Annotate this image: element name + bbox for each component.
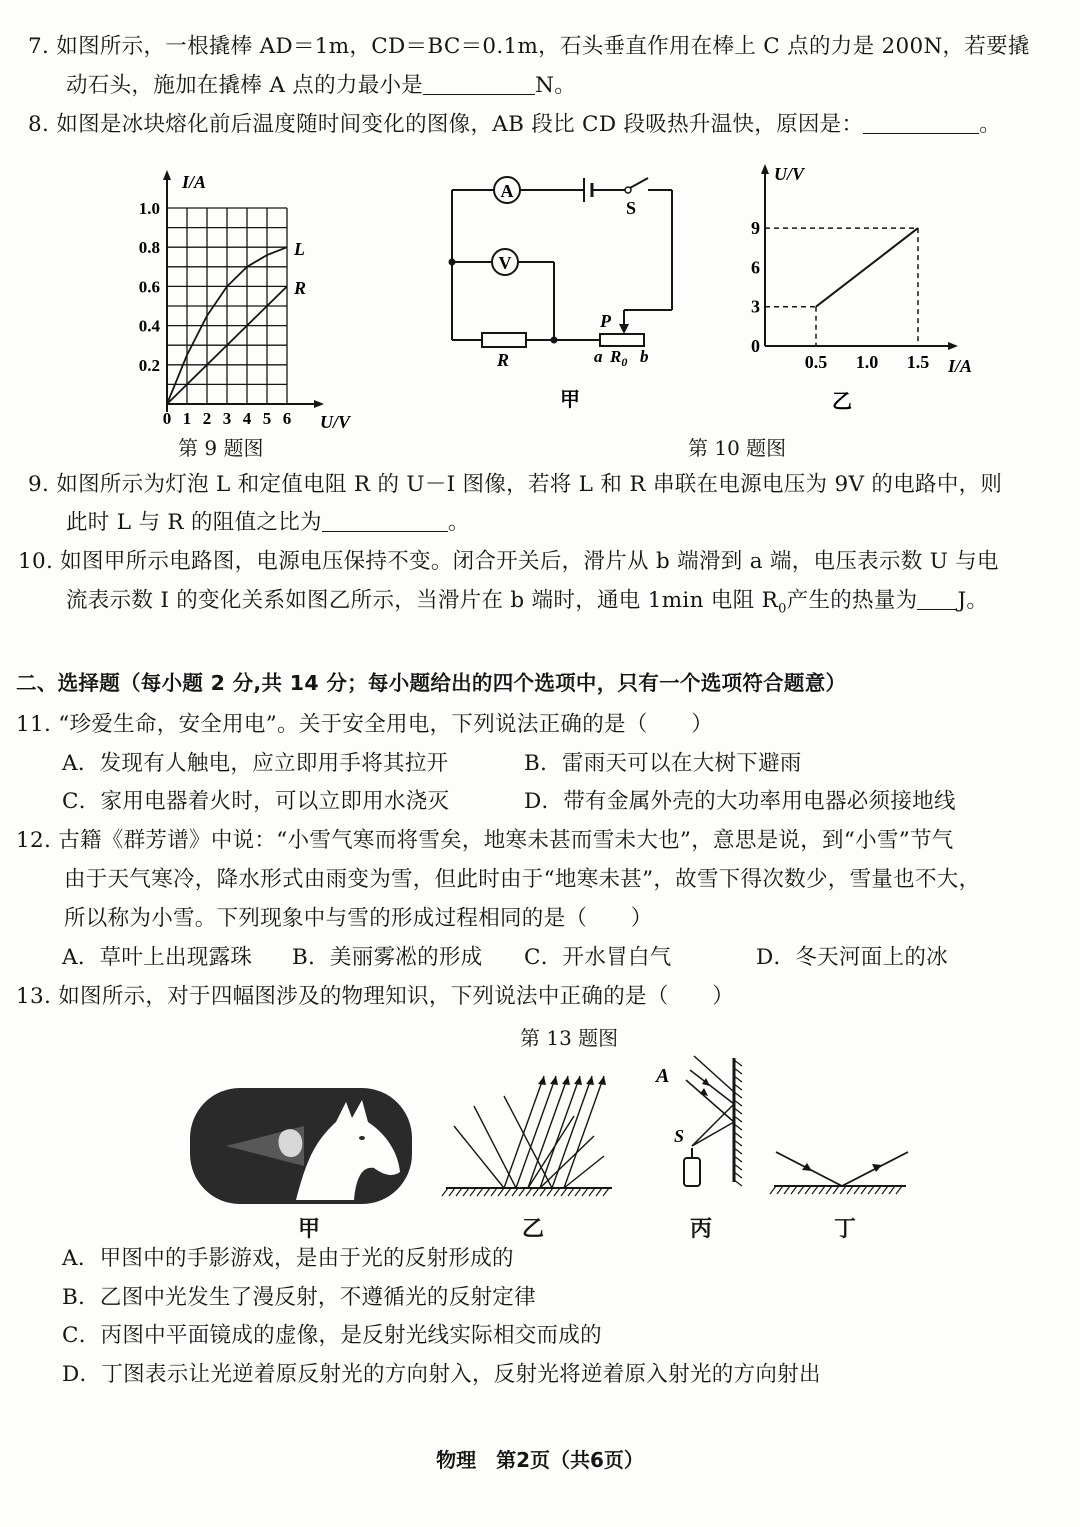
q11-number: 11.	[16, 712, 52, 737]
hatch-mark	[491, 1188, 497, 1196]
q12-option-d[interactable]: D．冬天河面上的冰	[756, 945, 948, 970]
hatch-mark	[554, 1188, 560, 1196]
hatch-mark	[603, 1188, 609, 1196]
q10-line1	[18, 547, 999, 577]
fig9-x-label: U/V	[320, 412, 351, 432]
rough-surface-hatch	[442, 1188, 609, 1196]
hatch-mark	[547, 1188, 553, 1196]
fig9-graph	[130, 168, 351, 432]
reflected-arrow	[872, 1164, 882, 1172]
fig9-R-label: R	[294, 278, 307, 298]
q11-stem-line	[16, 710, 713, 740]
q13-label-jia: 甲	[298, 1217, 321, 1242]
hatch-mark	[805, 1186, 811, 1194]
ray-arrowhead	[538, 1076, 546, 1085]
q13-fig-jia	[186, 1082, 416, 1212]
hatch-mark	[596, 1188, 602, 1196]
q12-line1	[16, 826, 954, 856]
fig10b-x-tick: 0.5	[804, 352, 828, 372]
page-footer: 物理 第2页（共6页）	[436, 1448, 644, 1472]
hatch-mark	[770, 1186, 776, 1194]
q13-option-b[interactable]: B．乙图中光发生了漫反射，不遵循光的反射定律	[62, 1285, 536, 1310]
ray-arrowhead	[562, 1076, 570, 1085]
hatch-mark	[505, 1188, 511, 1196]
hatch-mark	[798, 1186, 804, 1194]
q7-number: 7.	[28, 34, 50, 59]
q13-number: 13.	[16, 984, 52, 1009]
hatch-mark	[498, 1188, 504, 1196]
fig9-L-label: L	[294, 239, 305, 259]
fig-bing-A-label: A	[656, 1065, 670, 1087]
q13-label-bing: 丙	[690, 1217, 713, 1242]
q10-text-1: 如图甲所示电路图，电源电压保持不变。闭合开关后，滑片从 b 端滑到 a 端，电压表示数 U 与电	[60, 549, 999, 574]
q10-answer-blank[interactable]	[917, 587, 957, 610]
q13-option-c[interactable]: C．丙图中平面镜成的虚像，是反射光线实际相交而成的	[62, 1323, 602, 1348]
fig9-y-tick: 0.8	[138, 238, 160, 258]
fig9-y-tick: 0.6	[138, 277, 160, 297]
ammeter-label: A	[500, 181, 514, 201]
fig9-x-tick: 5	[262, 409, 272, 428]
fig10b-sub-caption: 乙	[832, 391, 852, 413]
fig9-x-tick: 1	[182, 409, 192, 428]
fig9-x-tick: 6	[282, 409, 292, 428]
hatch-mark	[512, 1188, 518, 1196]
hatch-mark	[484, 1188, 490, 1196]
fig10b-y-tick: 0	[751, 336, 760, 356]
rheostat-R0-letter: R	[610, 347, 622, 366]
q8-answer-blank[interactable]	[863, 111, 979, 134]
hatch-mark	[526, 1188, 532, 1196]
hatch-mark	[449, 1188, 455, 1196]
q12-text-2: 由于天气寒冷，降水形式由雨变为雪，但此时由于“地寒未甚”，故雪下得次数少，雪量也不大，	[64, 867, 981, 892]
q13-fig-yi	[444, 1066, 614, 1206]
hatch-mark	[819, 1186, 825, 1194]
q7-text-1: 如图所示，一根撬棒 AD＝1m，CD＝BC＝0.1m，石头垂直作用在棒上 C 点的力是 200N，若要撬	[56, 34, 1030, 59]
hatch-mark	[826, 1186, 832, 1194]
hatch-mark	[875, 1186, 881, 1194]
switch-blade	[630, 178, 648, 188]
hatch-mark	[589, 1188, 595, 1196]
hatch-mark	[777, 1186, 783, 1194]
hatch-mark	[840, 1186, 846, 1194]
q7-answer-blank[interactable]	[423, 72, 535, 95]
q13-stem: 如图所示，对于四幅图涉及的物理知识，下列说法中正确的是（ ）	[58, 984, 735, 1009]
candle	[684, 1158, 700, 1186]
fig10b-y-arrow	[761, 164, 769, 174]
fig10b-x-tick: 1.5	[906, 352, 930, 372]
voltmeter-label: V	[498, 253, 512, 273]
hatch-mark	[896, 1186, 902, 1194]
fig9-x-tick: 2	[202, 409, 212, 428]
fig9-x-tick: 0	[162, 409, 172, 428]
resistor-R	[482, 333, 526, 347]
ray-arrow-1	[702, 1078, 710, 1086]
fig10b-data-line	[816, 228, 918, 307]
fig10b-x-tick: 1.0	[855, 352, 879, 372]
fig10b-y-tick: 3	[751, 296, 760, 317]
fig9-x-ticks	[163, 409, 292, 428]
circuit-sub-caption: 甲	[560, 389, 580, 411]
fig9-y-label: I/A	[182, 172, 207, 192]
q11-stem: “珍爱生命，安全用电”。关于安全用电，下列说法正确的是（ ）	[58, 712, 714, 737]
switch-label: S	[626, 198, 637, 218]
rheostat-R0	[600, 334, 644, 346]
hatch-mark	[442, 1188, 448, 1196]
rheostat-R0-label	[609, 347, 627, 369]
q9-answer-blank[interactable]	[322, 509, 448, 532]
reflected-ray	[454, 1126, 504, 1188]
hatch-mark	[540, 1188, 546, 1196]
hatch-mark	[812, 1186, 818, 1194]
hatch-mark	[568, 1188, 574, 1196]
smooth-surface-hatch	[770, 1186, 902, 1194]
q8-text: 如图是冰块熔化前后温度随时间变化的图像，AB 段比 CD 段吸热升温快，原因是：	[56, 112, 864, 137]
hatch-mark	[833, 1186, 839, 1194]
q9-text-2: 此时 L 与 R 的阻值之比为	[66, 510, 322, 535]
hatch-mark	[575, 1188, 581, 1196]
junction-right	[551, 337, 558, 344]
q10-subscript: 0	[778, 601, 787, 617]
fig10b-y-tick: 6	[751, 257, 760, 278]
hatch-mark	[463, 1188, 469, 1196]
q7-text-2: 动石头，施加在撬棒 A 点的力最小是	[66, 73, 424, 98]
q13-option-a[interactable]: A．甲图中的手影游戏，是由于光的反射形成的	[62, 1246, 514, 1271]
fig9-x-tick: 3	[222, 409, 232, 428]
fig9-y-tick: 1.0	[138, 199, 160, 218]
diffuse-rays	[454, 1076, 606, 1188]
q8-number: 8.	[28, 112, 50, 137]
hatch-mark	[470, 1188, 476, 1196]
rheostat-end-a: a	[594, 347, 603, 366]
fig10b-x-arrow	[948, 342, 958, 350]
ray-arrowhead	[550, 1076, 558, 1085]
slider-arrow	[619, 324, 629, 334]
ray-5	[694, 1056, 734, 1092]
hatch-mark	[533, 1188, 539, 1196]
fig9-x-arrow	[314, 400, 324, 408]
ray-arrow-2	[700, 1088, 708, 1096]
q7-line1	[28, 32, 1030, 62]
q12-option-b[interactable]: B．美丽雾凇的形成	[292, 945, 483, 970]
section2-title: 二、选择题（每小题 2 分,共 14 分；每小题给出的四个选项中，只有一个选项符合题意）	[16, 671, 847, 695]
rheostat-end-b: b	[640, 347, 649, 366]
ray-arrowhead	[598, 1076, 606, 1085]
fig9-y-tick: 0.4	[138, 316, 160, 336]
hatch-mark	[784, 1186, 790, 1194]
q13-label-ding: 丁	[834, 1217, 857, 1242]
hatch-mark	[519, 1188, 525, 1196]
q13-figure-caption: 第 13 题图	[520, 1026, 619, 1050]
q13-label-yi: 乙	[522, 1217, 545, 1242]
q12-option-a[interactable]: A．草叶上出现露珠	[62, 945, 253, 970]
q10-text-3: 产生的热量为	[786, 588, 918, 613]
fig10-circuit-diagram	[440, 170, 700, 411]
q9-line2	[66, 508, 470, 538]
q9-line1	[28, 470, 1002, 500]
q13-stem-line	[16, 982, 734, 1012]
hatch-mark	[861, 1186, 867, 1194]
fig10-graph	[740, 160, 990, 413]
fig10b-y-label: U/V	[774, 164, 805, 184]
q8-line	[28, 110, 1001, 140]
incident-ray	[540, 1076, 580, 1188]
hatch-mark	[889, 1186, 895, 1194]
hatch-mark	[561, 1188, 567, 1196]
hand-shadow-eye	[359, 1136, 365, 1140]
q10-line2	[66, 586, 988, 624]
q8-end: 。	[979, 112, 1002, 137]
q12-option-c[interactable]: C．开水冒白气	[524, 945, 672, 970]
fig9-x-tick: 4	[242, 409, 252, 428]
hatch-mark	[791, 1186, 797, 1194]
hatch-mark	[868, 1186, 874, 1194]
q13-fig-ding	[770, 1144, 920, 1204]
hatch-mark	[854, 1186, 860, 1194]
q10-unit: J。	[957, 588, 989, 613]
fig9-y-ticks	[139, 199, 161, 375]
q9-end: 。	[447, 510, 470, 535]
rheostat-R0-subscript: 0	[621, 355, 628, 369]
hatch-mark	[582, 1188, 588, 1196]
q9-number: 9.	[28, 472, 50, 497]
fig9-grid	[167, 208, 287, 404]
slider-label: P	[600, 311, 611, 331]
fig9-caption: 第 9 题图	[178, 436, 264, 460]
fig10b-y-tick: 9	[751, 218, 760, 239]
reflected-ray	[474, 1106, 516, 1188]
fig9-y-tick: 0.2	[138, 355, 160, 375]
q9-text-1: 如图所示为灯泡 L 和定值电阻 R 的 U－I 图像，若将 L 和 R 串联在电源电压为 9V 的电路中，则	[56, 472, 1003, 497]
fig10b-x-label: I/A	[948, 356, 973, 376]
q12-number: 12.	[16, 828, 52, 853]
ray-arrowhead	[574, 1076, 582, 1085]
hatch-mark	[847, 1186, 853, 1194]
q11-option-a[interactable]: A．发现有人触电，应立即用手将其拉开	[62, 751, 449, 776]
hatch-mark	[477, 1188, 483, 1196]
q13-option-d[interactable]: D．丁图表示让光逆着原反射光的方向射入，反射光将逆着原入射光的方向射出	[62, 1362, 821, 1387]
q12-text-1: 古籍《群芳谱》中说：“小雪气寒而将雪矣，地寒未甚而雪未大也”，意思是说，到“小雪”节气	[58, 828, 954, 853]
resistor-R-label: R	[497, 350, 510, 370]
hatch-mark	[882, 1186, 888, 1194]
q11-option-c[interactable]: C．家用电器着火时，可以立即用水浇灭	[62, 789, 450, 814]
fig10-caption: 第 10 题图	[688, 436, 787, 460]
ray-arrowhead	[586, 1076, 594, 1085]
q11-option-b[interactable]: B．雷雨天可以在大树下避雨	[524, 751, 802, 776]
q7-line2	[66, 71, 576, 101]
q13-fig-bing	[650, 1052, 760, 1192]
fig9-y-arrow	[163, 170, 171, 180]
fig-bing-S-label: S	[674, 1126, 685, 1146]
q10-number: 10.	[18, 549, 54, 574]
hatch-mark	[734, 1180, 742, 1186]
incident-ray	[528, 1076, 568, 1188]
q11-option-d[interactable]: D．带有金属外壳的大功率用电器必须接地线	[524, 789, 956, 814]
q12-text-3: 所以称为小雪。下列现象中与雪的形成过程相同的是（ ）	[64, 906, 653, 931]
hatch-mark	[456, 1188, 462, 1196]
q7-unit: N。	[535, 73, 577, 98]
q10-text-2: 流表示数 I 的变化关系如图乙所示，当滑片在 b 端时，通电 1min 电阻 R	[66, 588, 779, 613]
